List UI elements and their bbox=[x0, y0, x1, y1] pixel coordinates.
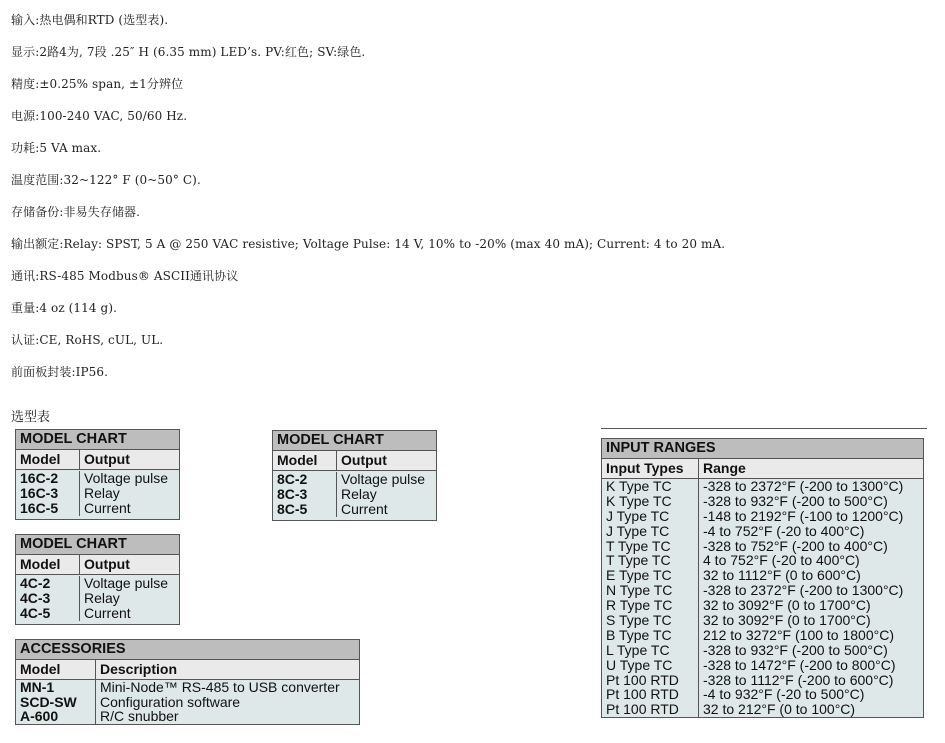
col-range-header: Range bbox=[703, 460, 746, 476]
model-chart-body bbox=[16, 575, 179, 624]
input-type-cell: Pt 100 RTD bbox=[606, 686, 679, 703]
range-cell: -148 to 2192°F (-100 to 1200°C) bbox=[703, 507, 904, 524]
accessories-header bbox=[16, 660, 359, 680]
input-type-cell: B Type TC bbox=[606, 626, 672, 643]
model-chart-title: MODEL CHART bbox=[16, 430, 179, 450]
output-column bbox=[80, 471, 168, 516]
range-cell: 32 to 1112°F (0 to 600°C) bbox=[703, 567, 861, 584]
description-column bbox=[96, 680, 340, 724]
spec-accuracy: 精度:±0.25% span, ±1分辨位 bbox=[11, 77, 184, 91]
output-cell: Current bbox=[341, 501, 388, 517]
input-ranges-title: INPUT RANGES bbox=[602, 439, 923, 459]
range-cell: -328 to 1112°F (-200 to 600°C) bbox=[703, 671, 894, 688]
input-type-cell: L Type TC bbox=[606, 641, 670, 658]
range-cell: -328 to 932°F (-200 to 500°C) bbox=[703, 492, 888, 509]
input-ranges-table bbox=[601, 438, 924, 718]
output-cell: Relay bbox=[84, 485, 120, 501]
col-model-header: Model bbox=[16, 450, 80, 469]
output-cell: Voltage pulse bbox=[341, 471, 426, 487]
spec-communication: 通讯:RS-485 Modbus® ASCII通讯协议 bbox=[11, 269, 239, 283]
input-type-cell: Pt 100 RTD bbox=[606, 671, 679, 688]
output-cell: Voltage pulse bbox=[84, 575, 169, 591]
range-cell: 32 to 3092°F (0 to 1700°C) bbox=[703, 597, 871, 614]
model-cell: A-600 bbox=[20, 708, 59, 724]
output-cell: Voltage pulse bbox=[84, 470, 169, 486]
input-type-cell: S Type TC bbox=[606, 612, 672, 629]
output-column bbox=[80, 576, 168, 621]
output-cell: Current bbox=[84, 605, 131, 621]
model-chart-header bbox=[16, 555, 179, 575]
model-cell: 4C-2 bbox=[20, 575, 51, 591]
spec-front-panel: 前面板封装:IP56. bbox=[11, 365, 109, 379]
description-cell: Mini-Node™ RS-485 to USB converter bbox=[100, 679, 340, 695]
spec-power: 电源:100-240 VAC, 50/60 Hz. bbox=[11, 109, 188, 123]
divider bbox=[601, 428, 927, 429]
input-type-cell: T Type TC bbox=[606, 552, 671, 569]
range-cell: -328 to 932°F (-200 to 500°C) bbox=[703, 641, 888, 658]
spec-weight: 重量:4 oz (114 g). bbox=[11, 301, 118, 315]
model-chart-4c bbox=[15, 534, 180, 625]
range-cell: -328 to 1472°F (-200 to 800°C) bbox=[703, 656, 896, 673]
model-column bbox=[16, 471, 80, 516]
model-column bbox=[273, 472, 337, 517]
col-model-header: Model bbox=[273, 451, 337, 470]
range-cell: -328 to 752°F (-200 to 400°C) bbox=[703, 537, 888, 554]
model-chart-title: MODEL CHART bbox=[273, 431, 436, 451]
output-cell: Current bbox=[84, 500, 131, 516]
spec-input: 输入:热电偶和RTD (选型表). bbox=[11, 13, 169, 27]
input-type-cell: R Type TC bbox=[606, 597, 673, 614]
input-type-column bbox=[602, 479, 699, 717]
model-cell: 4C-5 bbox=[20, 605, 51, 621]
model-cell: 16C-5 bbox=[20, 500, 59, 516]
input-type-cell: T Type TC bbox=[606, 537, 671, 554]
input-type-cell: U Type TC bbox=[606, 656, 673, 673]
range-cell: 212 to 3272°F (100 to 1800°C) bbox=[703, 626, 894, 643]
range-cell: 32 to 212°F (0 to 100°C) bbox=[703, 701, 856, 718]
model-chart-header bbox=[16, 450, 179, 470]
model-cell: 16C-3 bbox=[20, 485, 59, 501]
range-cell: -328 to 2372°F (-200 to 1300°C) bbox=[703, 478, 904, 494]
model-cell: MN-1 bbox=[20, 679, 55, 695]
input-type-cell: K Type TC bbox=[606, 478, 672, 494]
model-chart-body bbox=[16, 470, 179, 519]
spec-temperature: 温度范围:32~122° F (0~50° C). bbox=[11, 173, 201, 187]
input-ranges-header bbox=[602, 459, 923, 479]
range-cell: 4 to 752°F (-20 to 400°C) bbox=[703, 552, 860, 569]
model-chart-16c bbox=[15, 429, 180, 520]
col-output-header: Output bbox=[84, 556, 130, 572]
description-cell: R/C snubber bbox=[100, 708, 179, 724]
accessories-table bbox=[15, 639, 360, 725]
output-cell: Relay bbox=[84, 590, 120, 606]
model-chart-header bbox=[273, 451, 436, 471]
spec-output-rating: 输出额定:Relay: SPST, 5 A @ 250 VAC resistive; Voltage Pulse: 14 V, 10% to -20% (max 40 mA); Current: 4 to 20 mA. bbox=[11, 237, 726, 251]
model-cell: 4C-3 bbox=[20, 590, 51, 606]
range-cell: -4 to 752°F (-20 to 400°C) bbox=[703, 522, 865, 539]
selection-heading: 选型表 bbox=[11, 410, 51, 425]
model-cell: SCD-SW bbox=[20, 693, 77, 710]
input-type-cell: K Type TC bbox=[606, 492, 672, 509]
spec-certification: 认证:CE, RoHS, cUL, UL. bbox=[11, 333, 164, 347]
col-model-header: Model bbox=[16, 660, 96, 679]
range-cell: 32 to 3092°F (0 to 1700°C) bbox=[703, 612, 871, 629]
model-cell: 8C-2 bbox=[277, 471, 308, 487]
model-column bbox=[16, 680, 96, 724]
spec-memory: 存储备份:非易失存储器. bbox=[11, 205, 141, 219]
output-column bbox=[337, 472, 425, 517]
input-type-cell: Pt 100 RTD bbox=[606, 701, 679, 718]
range-cell: -328 to 2372°F (-200 to 1300°C) bbox=[703, 582, 904, 599]
spec-list bbox=[11, 10, 725, 394]
range-column bbox=[699, 479, 903, 717]
model-cell: 16C-2 bbox=[20, 470, 59, 486]
model-chart-8c bbox=[272, 430, 437, 521]
input-type-cell: E Type TC bbox=[606, 567, 672, 584]
col-output-header: Output bbox=[341, 452, 387, 468]
input-ranges-body bbox=[602, 479, 923, 717]
description-cell: Configuration software bbox=[100, 693, 241, 710]
output-cell: Relay bbox=[341, 486, 377, 502]
model-cell: 8C-5 bbox=[277, 501, 308, 517]
spec-consumption: 功耗:5 VA max. bbox=[11, 141, 102, 155]
model-cell: 8C-3 bbox=[277, 486, 308, 502]
col-output-header: Output bbox=[84, 451, 130, 467]
model-chart-title: MODEL CHART bbox=[16, 535, 179, 555]
range-cell: -4 to 932°F (-20 to 500°C) bbox=[703, 686, 865, 703]
spec-display: 显示:2路4为, 7段 .25″ H (6.35 mm) LED’s. PV:红色; SV:绿色. bbox=[11, 45, 366, 59]
model-column bbox=[16, 576, 80, 621]
accessories-title: ACCESSORIES bbox=[16, 640, 359, 660]
input-type-cell: J Type TC bbox=[606, 522, 670, 539]
col-input-types-header: Input Types bbox=[602, 459, 699, 478]
input-type-cell: N Type TC bbox=[606, 582, 673, 599]
col-description-header: Description bbox=[100, 661, 178, 677]
model-chart-body bbox=[273, 471, 436, 520]
accessories-body bbox=[16, 680, 359, 724]
col-model-header: Model bbox=[16, 555, 80, 574]
input-type-cell: J Type TC bbox=[606, 507, 670, 524]
